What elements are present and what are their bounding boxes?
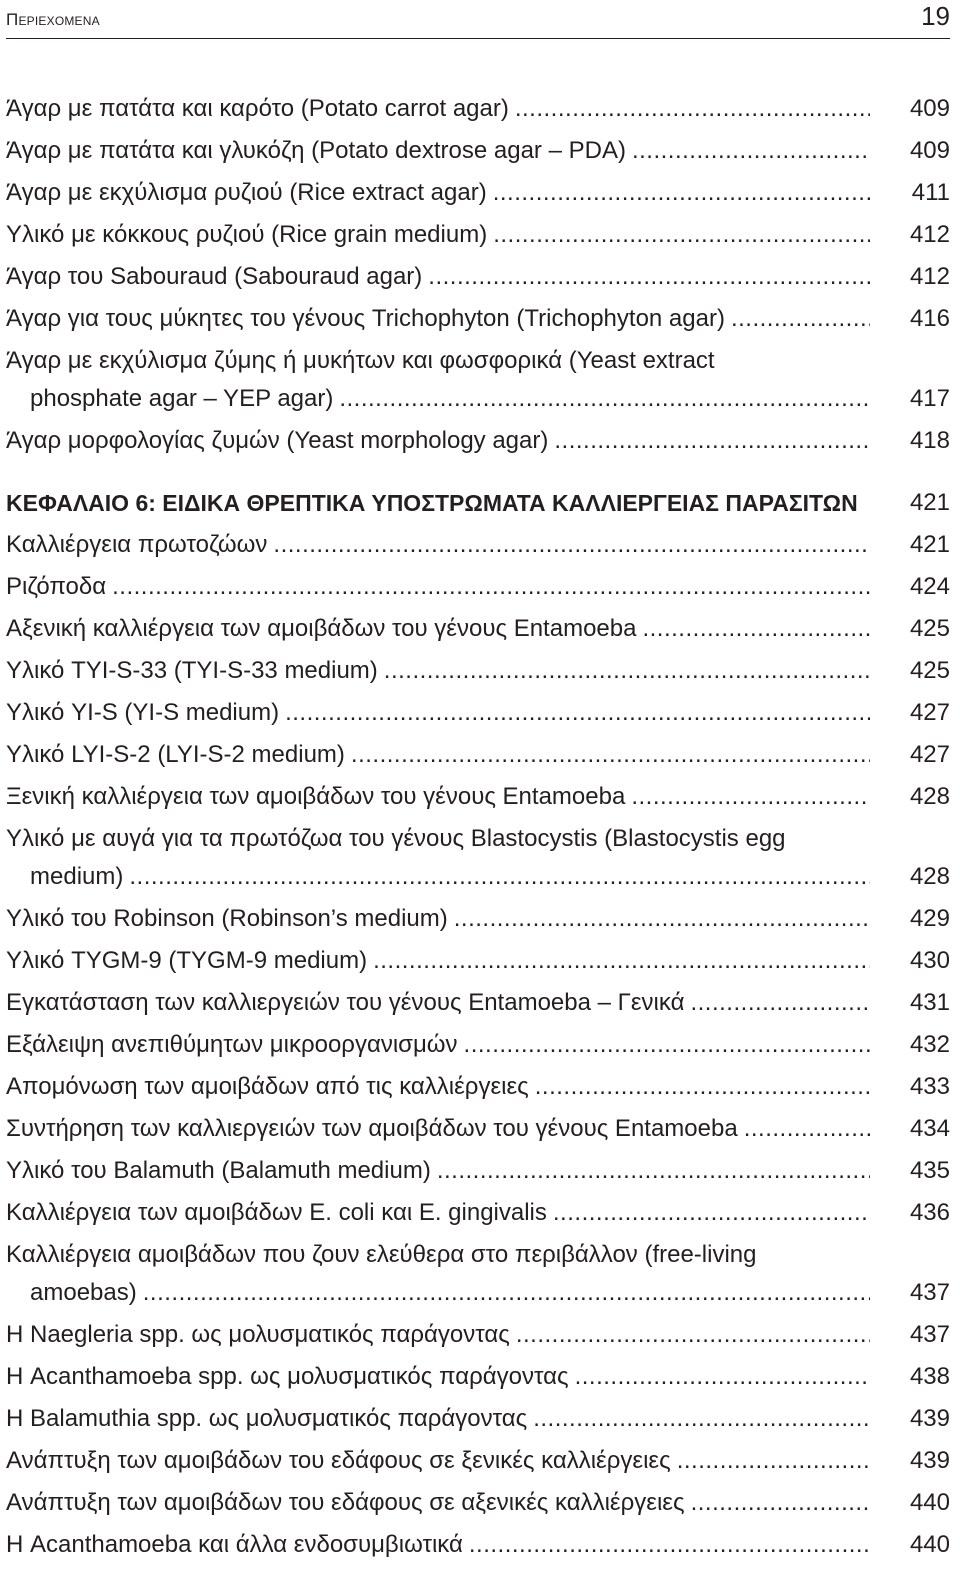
toc-group-a bbox=[6, 88, 950, 462]
toc-entry-page: 418 bbox=[909, 427, 950, 454]
toc-entry-page: 439 bbox=[909, 1405, 950, 1432]
toc-entry-page: 428 bbox=[909, 863, 950, 890]
toc-entry-title: Υλικό LYI-S-2 (LYI-S-2 medium) bbox=[6, 741, 345, 768]
toc-entry-title: Καλλιέργεια των αμοιβάδων E. coli και E. gingivalis bbox=[6, 1199, 547, 1226]
toc-entry-page: 439 bbox=[909, 1447, 950, 1474]
toc-entry-page: 416 bbox=[909, 305, 950, 332]
dot-leader bbox=[535, 1066, 870, 1108]
toc-entry[interactable] bbox=[6, 214, 950, 256]
toc-entry-title-line2: medium) bbox=[30, 863, 124, 890]
toc-entry-title: Η Balamuthia spp. ως μολυσματικός παράγοντας bbox=[6, 1405, 528, 1432]
toc-entry-title: Υλικό του Balamuth (Balamuth medium) bbox=[6, 1157, 431, 1184]
toc-entry[interactable] bbox=[6, 1356, 950, 1398]
toc-entry[interactable] bbox=[6, 1482, 950, 1524]
page-header bbox=[6, 0, 950, 39]
toc-entry-title: Άγαρ με εκχύλισμα ρυζιού (Rice extract agar) bbox=[6, 179, 487, 206]
toc-entry[interactable] bbox=[6, 734, 950, 776]
toc-entry-title-line1: Καλλιέργεια αμοιβάδων που ζουν ελεύθερα στο περιβάλλον (free-living bbox=[6, 1241, 757, 1268]
dot-leader bbox=[143, 1272, 870, 1314]
toc-entry[interactable] bbox=[6, 608, 950, 650]
dot-leader bbox=[690, 982, 870, 1024]
toc-entry-title: Υλικό TYGM-9 (TYGM-9 medium) bbox=[6, 947, 368, 974]
dot-leader bbox=[554, 420, 870, 462]
toc-entry-page: 427 bbox=[909, 699, 950, 726]
toc-entry-title: Συντήρηση των καλλιεργειών των αμοιβάδων του γένους Entamoeba bbox=[6, 1115, 738, 1142]
dot-leader bbox=[373, 940, 870, 982]
toc-entry-title: Η Naegleria spp. ως μολυσματικός παράγοντας bbox=[6, 1321, 510, 1348]
dot-leader bbox=[493, 172, 870, 214]
toc-entry-page: 424 bbox=[909, 573, 950, 600]
toc-entry-page: 429 bbox=[909, 905, 950, 932]
toc-entry[interactable] bbox=[6, 1440, 950, 1482]
toc-entry-page: 428 bbox=[909, 783, 950, 810]
toc-entry-title-line1: Άγαρ με εκχύλισμα ζύμης ή μυκήτων και φωσφορικά (Yeast extract bbox=[6, 347, 715, 374]
toc-entry-page: 435 bbox=[909, 1157, 950, 1184]
toc-entry[interactable] bbox=[6, 1150, 950, 1192]
dot-leader bbox=[493, 214, 870, 256]
toc-entry-page: 438 bbox=[909, 1363, 950, 1390]
toc-entry[interactable] bbox=[6, 692, 950, 734]
toc-entry-title: Καλλιέργεια πρωτοζώων bbox=[6, 531, 268, 558]
dot-leader bbox=[677, 1440, 870, 1482]
toc-entry-title: Η Acanthamoeba spp. ως μολυσματικός παράγοντας bbox=[6, 1363, 569, 1390]
toc-entry-title: Υλικό με κόκκους ρυζιού (Rice grain medium) bbox=[6, 221, 488, 248]
dot-leader bbox=[744, 1108, 870, 1150]
toc-entry[interactable] bbox=[6, 1524, 950, 1566]
toc-entry[interactable] bbox=[6, 1398, 950, 1440]
toc-entry[interactable] bbox=[6, 1108, 950, 1150]
toc-entry[interactable] bbox=[6, 940, 950, 982]
dot-leader bbox=[691, 1482, 870, 1524]
dot-leader bbox=[642, 608, 870, 650]
toc-entry-title: Εγκατάσταση των καλλιεργειών του γένους Entamoeba – Γενικά bbox=[6, 989, 685, 1016]
chapter-title: ΚΕΦΑΛΑΙΟ 6: ΕΙΔΙΚΑ ΘΡΕΠΤΙΚΑ ΥΠΟΣΤΡΩΜΑΤΑ ΚΑΛΛΙΕΡΓΕΙΑΣ ΠΑΡΑΣΙΤΩΝ bbox=[6, 490, 858, 516]
toc-entry[interactable] bbox=[6, 1192, 950, 1234]
toc-entry[interactable] bbox=[6, 818, 950, 898]
toc-entry-title: Άγαρ μορφολογίας ζυμών (Yeast morphology agar) bbox=[6, 427, 549, 454]
toc-entry-page: 437 bbox=[909, 1279, 950, 1306]
toc-entry[interactable] bbox=[6, 130, 950, 172]
toc-entry-page: 432 bbox=[909, 1031, 950, 1058]
page-number: 19 bbox=[921, 1, 950, 31]
chapter-heading[interactable] bbox=[6, 482, 950, 524]
toc-entry[interactable] bbox=[6, 340, 950, 420]
dot-leader bbox=[631, 776, 870, 818]
toc-entry[interactable] bbox=[6, 256, 950, 298]
dot-leader bbox=[575, 1356, 870, 1398]
toc-entry-title: Ξενική καλλιέργεια των αμοιβάδων του γένους Entamoeba bbox=[6, 783, 626, 810]
toc-entry[interactable] bbox=[6, 172, 950, 214]
toc-entry-page: 411 bbox=[911, 179, 950, 206]
toc-entry-title: Η Acanthamoeba και άλλα ενδοσυμβιωτικά bbox=[6, 1531, 463, 1558]
dot-leader bbox=[516, 1314, 870, 1356]
table-of-contents bbox=[6, 88, 950, 1566]
dot-leader bbox=[454, 898, 870, 940]
dot-leader bbox=[129, 856, 870, 898]
toc-entry-title: Ριζόποδα bbox=[6, 573, 107, 600]
dot-leader bbox=[428, 256, 870, 298]
toc-entry-page: 427 bbox=[909, 741, 950, 768]
toc-entry-page: 412 bbox=[909, 221, 950, 248]
dot-leader bbox=[515, 88, 870, 130]
toc-entry[interactable] bbox=[6, 982, 950, 1024]
chapter-page: 421 bbox=[909, 489, 950, 516]
toc-entry-page: 431 bbox=[909, 989, 950, 1016]
header-title: Περιεχομενα bbox=[6, 10, 100, 29]
toc-entry-page: 434 bbox=[909, 1115, 950, 1142]
toc-entry[interactable] bbox=[6, 1024, 950, 1066]
toc-entry-title: Υλικό του Robinson (Robinson’s medium) bbox=[6, 905, 448, 932]
dot-leader bbox=[273, 524, 870, 566]
toc-entry-page: 436 bbox=[909, 1199, 950, 1226]
toc-entry[interactable] bbox=[6, 88, 950, 130]
toc-entry-page: 409 bbox=[909, 137, 950, 164]
toc-entry-title: Άγαρ με πατάτα και γλυκόζη (Potato dextrose agar – PDA) bbox=[6, 137, 626, 164]
toc-group-b bbox=[6, 524, 950, 1566]
toc-entry-title-line1: Υλικό με αυγά για τα πρωτόζωα του γένους Blastocystis (Blastocystis egg bbox=[6, 825, 786, 852]
toc-entry[interactable] bbox=[6, 898, 950, 940]
dot-leader bbox=[285, 692, 870, 734]
dot-leader bbox=[384, 650, 870, 692]
toc-entry-title: Ανάπτυξη των αμοιβάδων του εδάφους σε ξενικές καλλιέργειες bbox=[6, 1447, 671, 1474]
toc-entry-title: Ανάπτυξη των αμοιβάδων του εδάφους σε αξενικές καλλιέργειες bbox=[6, 1489, 685, 1516]
toc-entry[interactable] bbox=[6, 566, 950, 608]
toc-entry-title: Αξενική καλλιέργεια των αμοιβάδων του γένους Entamoeba bbox=[6, 615, 637, 642]
dot-leader bbox=[464, 1024, 870, 1066]
toc-entry-page: 437 bbox=[909, 1321, 950, 1348]
toc-entry-page: 421 bbox=[909, 531, 950, 558]
toc-entry[interactable] bbox=[6, 420, 950, 462]
toc-entry-page: 433 bbox=[909, 1073, 950, 1100]
toc-entry-page: 425 bbox=[909, 657, 950, 684]
toc-entry[interactable] bbox=[6, 1314, 950, 1356]
toc-entry-page: 409 bbox=[909, 95, 950, 122]
toc-entry[interactable] bbox=[6, 650, 950, 692]
toc-entry[interactable] bbox=[6, 298, 950, 340]
toc-entry-page: 412 bbox=[909, 263, 950, 290]
toc-entry-title: Άγαρ για τους μύκητες του γένους Trichophyton (Trichophyton agar) bbox=[6, 305, 725, 332]
dot-leader bbox=[553, 1192, 870, 1234]
dot-leader bbox=[469, 1524, 870, 1566]
toc-entry[interactable] bbox=[6, 776, 950, 818]
dot-leader bbox=[533, 1398, 870, 1440]
dot-leader bbox=[437, 1150, 870, 1192]
toc-entry-title: Υλικό TYI-S-33 (TYI-S-33 medium) bbox=[6, 657, 378, 684]
toc-entry-page: 440 bbox=[909, 1531, 950, 1558]
toc-entry-title: Υλικό YI-S (YI-S medium) bbox=[6, 699, 280, 726]
toc-entry-page: 440 bbox=[909, 1489, 950, 1516]
toc-entry-title-line2: amoebas) bbox=[30, 1279, 137, 1306]
toc-entry-title: Άγαρ με πατάτα και καρότο (Potato carrot agar) bbox=[6, 95, 509, 122]
toc-entry[interactable] bbox=[6, 524, 950, 566]
dot-leader bbox=[351, 734, 870, 776]
toc-entry-title: Άγαρ του Sabouraud (Sabouraud agar) bbox=[6, 263, 423, 290]
dot-leader bbox=[339, 378, 870, 420]
toc-entry[interactable] bbox=[6, 1066, 950, 1108]
toc-entry-page: 425 bbox=[909, 615, 950, 642]
toc-entry-page: 430 bbox=[909, 947, 950, 974]
dot-leader bbox=[112, 566, 870, 608]
toc-entry-title: Εξάλειψη ανεπιθύμητων μικροοργανισμών bbox=[6, 1031, 458, 1058]
dot-leader bbox=[731, 298, 870, 340]
toc-entry-title: Απομόνωση των αμοιβάδων από τις καλλιέργειες bbox=[6, 1073, 529, 1100]
toc-entry-title-line2: phosphate agar – YEP agar) bbox=[30, 385, 334, 412]
toc-entry[interactable] bbox=[6, 1234, 950, 1314]
toc-entry-page: 417 bbox=[909, 385, 950, 412]
dot-leader bbox=[632, 130, 870, 172]
